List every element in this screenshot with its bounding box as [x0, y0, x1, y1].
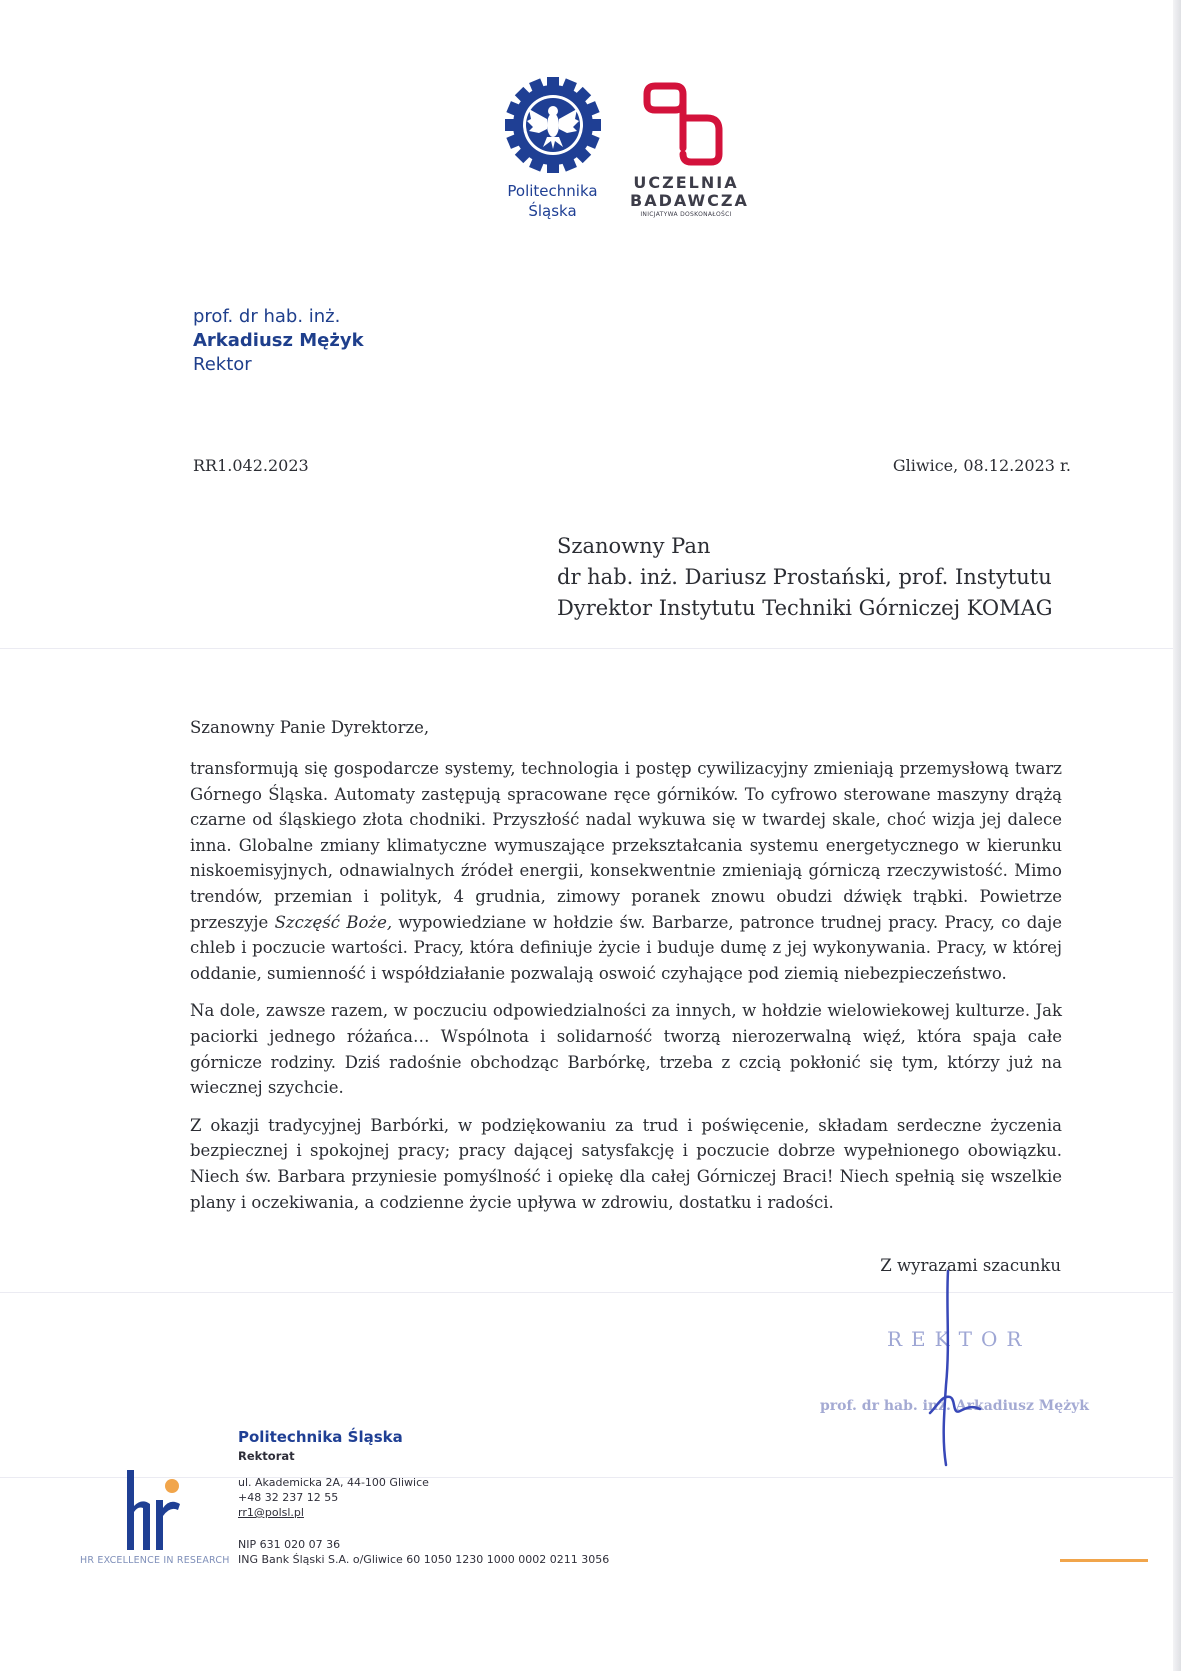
- stamp-name: prof. dr hab. inż. Arkadiusz Mężyk: [820, 1398, 1089, 1414]
- footer-unit: Rektorat: [238, 1449, 295, 1463]
- footer-phone: +48 32 237 12 55: [238, 1491, 339, 1504]
- footer-bank: ING Bank Śląski S.A. o/Gliwice 60 1050 1230 1000 0002 0211 3056: [238, 1553, 610, 1566]
- hr-logo-icon: [118, 1468, 188, 1553]
- footer-org: Politechnika Śląska: [238, 1428, 403, 1446]
- sender-block: [193, 305, 364, 377]
- uczelnia-badawcza-logo: [630, 78, 749, 218]
- reference-number: RR1.042.2023: [193, 456, 309, 475]
- paragraph-1: transformują się gospodarcze systemy, technologia i postęp cywilizacyjny zmieniają przemysłową twarz Górnego Śląska. Automaty zastępują spracowane ręce górników. To cyfrowo sterowane maszyny drążą czarne od śląskiego złota chodniki. Przyszłość nadal wykuwa się w twardej skale, choć wizja jej dalece inna. Globalne zmiany klimatyczne wymuszające przekształcania systemu energetycznego w kierunku niskoemisyjnych, odnawialnych źródeł energii, konsekwentnie zmieniają górniczą rzeczywistość. Mimo trendów, przemian i polityk, 4 grudnia, zimowy poranek znowu obudzi dźwięk trąbki. Powietrze przeszyje Szczęść Boże, wypowiedziane w hołdzie św. Barbarze, patronce trudnej pracy. Pracy, co daje chleb i poczucie wartości. Pracy, która definiuje życie i buduje dumę z jej wykonywania. Pracy, w której oddanie, sumienność i współdziałanie pozwalają oswoić czyhające pod ziemią niebezpieczeństwo.: [190, 759, 1062, 983]
- ib-mark-icon: [641, 78, 731, 170]
- sender-role: Rektor: [193, 354, 252, 375]
- uczelnia-text: UCZELNIA: [633, 173, 739, 192]
- emphasis-text: Szczęść Boże,: [274, 912, 393, 932]
- stamp-title: REKTOR: [887, 1327, 1031, 1351]
- recipient-block: [557, 531, 1053, 624]
- politechnika-logo: [495, 75, 610, 219]
- hr-excellence-text: HR EXCELLENCE IN RESEARCH: [80, 1555, 230, 1566]
- letter-body: [190, 756, 1062, 1227]
- footer-nip: NIP 631 020 07 36: [238, 1538, 341, 1551]
- badawcza-text: BADAWCZA: [630, 191, 749, 210]
- page-edge-shadow: [1173, 0, 1181, 1671]
- paragraph-2: Na dole, zawsze razem, w poczuciu odpowiedzialności za innych, w hołdzie wielowiekowej kulturze. Jak paciorki jednego różańca… Wspólnota i solidarność tworzą nierozerwalną więź, która spaja całe górnicze rodziny. Dziś radośnie obchodząc Barbórkę, trzeba z czcią pokłonić się tym, którzy już na wiecznej szychcie.: [190, 1001, 1062, 1098]
- footer-email: [238, 1505, 304, 1520]
- sender-title: prof. dr hab. inż.: [193, 306, 341, 327]
- orange-rule: [1060, 1559, 1148, 1562]
- footer-address: ul. Akademicka 2A, 44-100 Gliwice: [238, 1476, 429, 1489]
- email-link[interactable]: rr1@polsl.pl: [238, 1506, 304, 1519]
- closing-phrase: Z wyrazami szacunku: [880, 1256, 1061, 1275]
- politechnika-logo-name-2: Śląska: [528, 202, 577, 220]
- fold-line: [0, 648, 1173, 649]
- sender-name: Arkadiusz Mężyk: [193, 330, 364, 351]
- place-date: Gliwice, 08.12.2023 r.: [892, 456, 1071, 475]
- politechnika-logo-name-1: Politechnika: [507, 182, 598, 200]
- recipient-line-3: Dyrektor Instytutu Techniki Górniczej KOMAG: [557, 596, 1053, 620]
- recipient-line-1: Szanowny Pan: [557, 534, 711, 558]
- signature-icon: [880, 1265, 1050, 1475]
- gear-eagle-icon: [503, 75, 603, 175]
- inicjatywa-text: INICJATYWA DOSKONAŁOŚCI: [640, 211, 732, 218]
- salutation: Szanowny Panie Dyrektorze,: [190, 718, 430, 737]
- paragraph-3: Z okazji tradycyjnej Barbórki, w podziękowaniu za trud i poświęcenie, składam serdeczne życzenia bezpiecznej i spokojnej pracy; pracy dającej satysfakcję i poczucie dobrze wypełnionego obowiązku. Niech św. Barbara przyniesie pomyślność i opiekę dla całej Górniczej Braci! Niech spełnią się wszelkie plany i oczekiwania, a codzienne życie upływa w zdrowiu, dostatku i radości.: [190, 1115, 1062, 1212]
- recipient-line-2: dr hab. inż. Dariusz Prostański, prof. Instytutu: [557, 565, 1052, 589]
